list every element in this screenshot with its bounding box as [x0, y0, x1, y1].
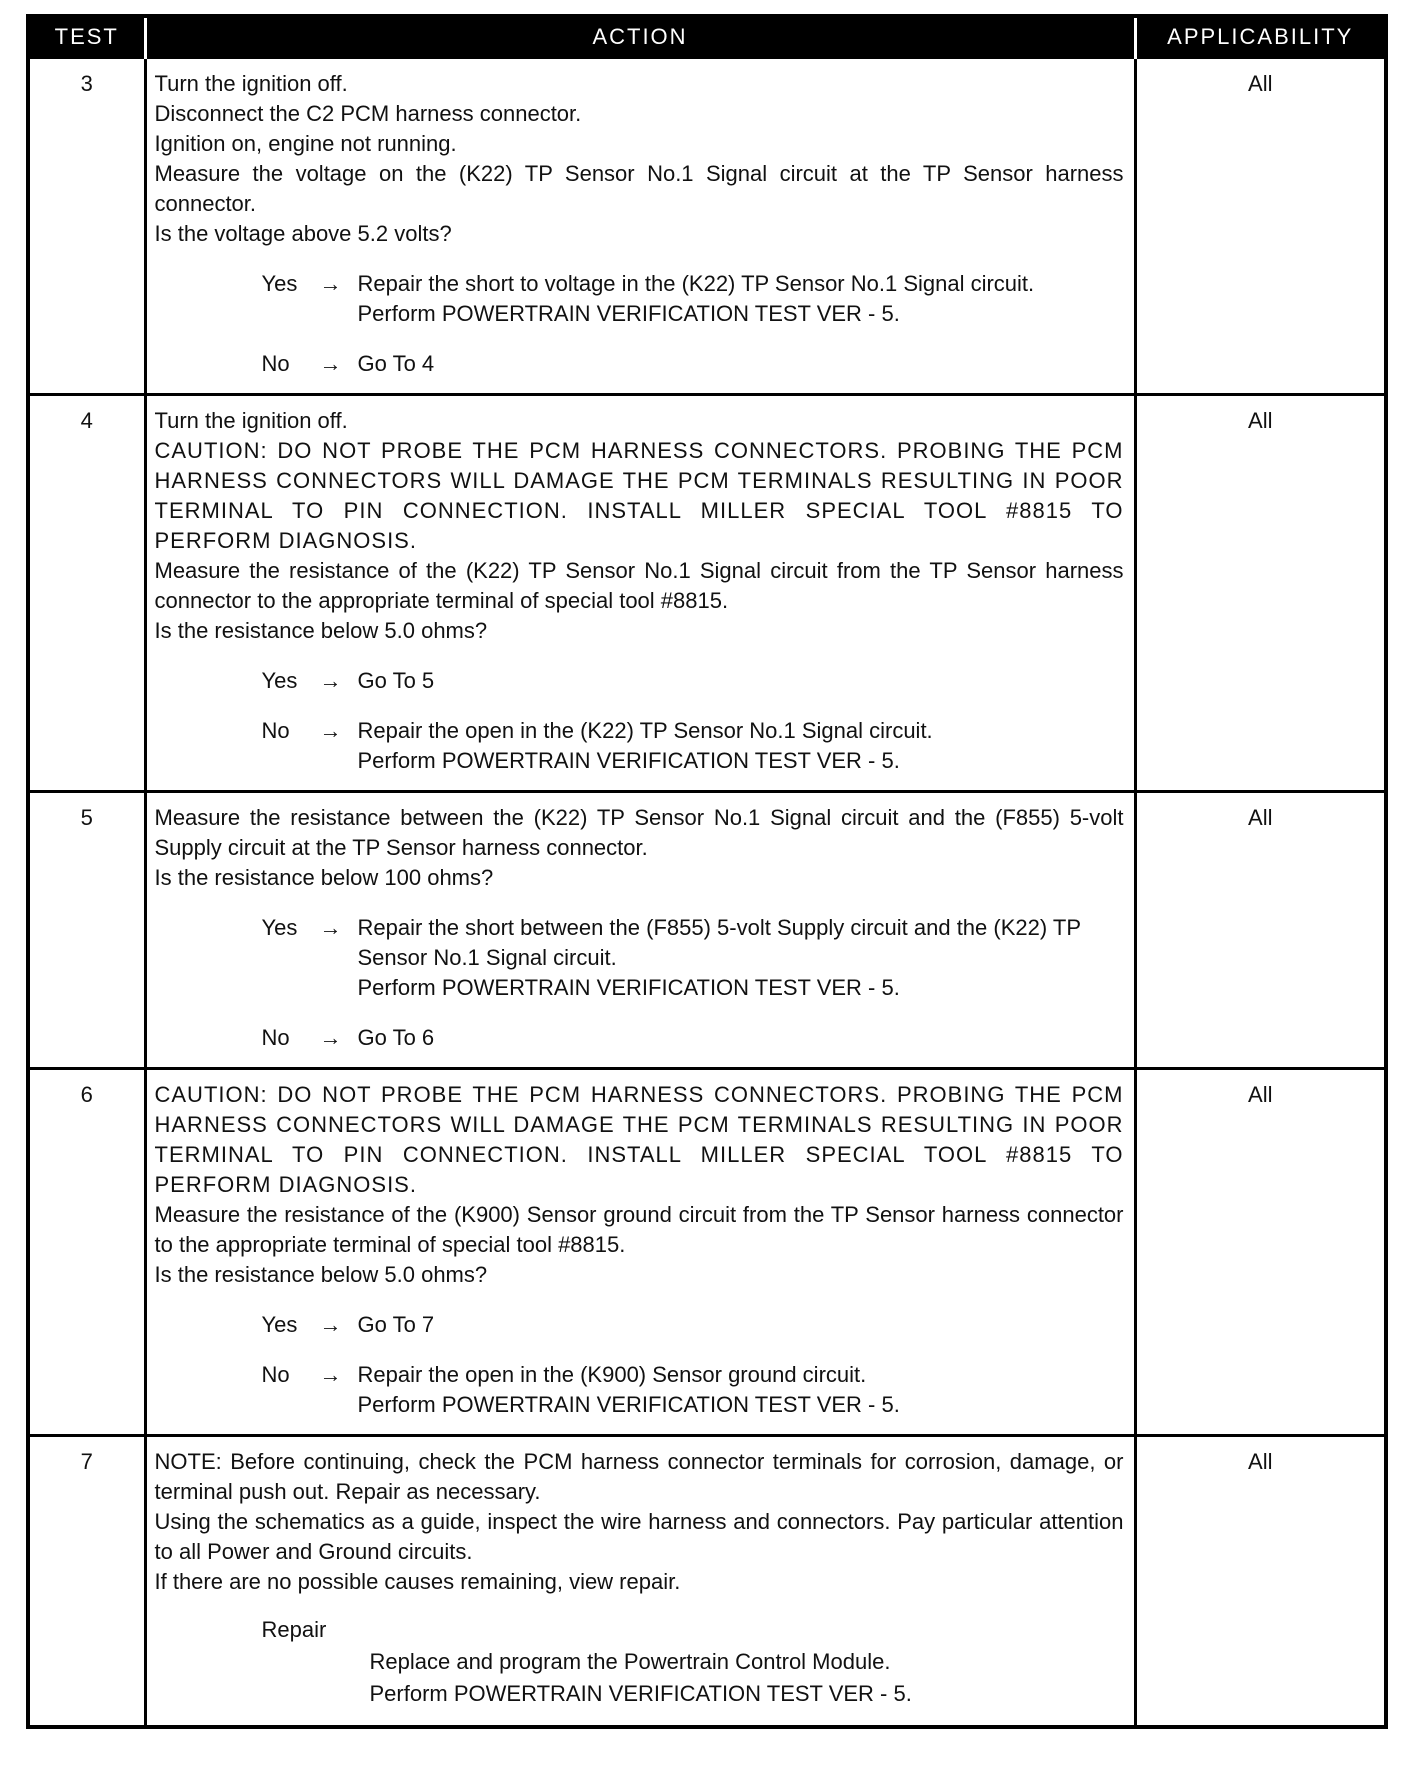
instruction-line: Is the resistance below 5.0 ohms? [154, 618, 488, 643]
instruction-line: Using the schematics as a guide, inspect the wire harness and connectors. Pay particular attention to all Power and Ground circuits. [154, 1509, 1124, 1564]
answer-no [155, 1360, 1124, 1420]
answer-no [155, 1023, 1124, 1053]
answer-no [155, 716, 1124, 776]
result-line: Go To 7 [357, 1312, 435, 1337]
applicability-value: All [1135, 58, 1386, 395]
answer-result [358, 349, 1124, 379]
table-header [28, 16, 1386, 58]
repair-line: Perform POWERTRAIN VERIFICATION TEST VER - 5. [369, 1681, 912, 1706]
result-line: Repair the open in the (K22) TP Sensor No.1 Signal circuit. [357, 718, 933, 743]
answer-label: No [261, 351, 290, 376]
arrow-right-icon: → [319, 351, 342, 376]
answer-result [358, 269, 1124, 329]
result-line: Repair the short between the (F855) 5-volt Supply circuit and the (K22) TP Sensor No.1 Signal circuit. [357, 915, 1081, 970]
result-line: Perform POWERTRAIN VERIFICATION TEST VER - 5. [357, 975, 900, 1000]
instruction-line: Measure the resistance of the (K900) Sensor ground circuit from the TP Sensor harness connector to the appropriate terminal of special tool #8815. [154, 1202, 1124, 1257]
arrow-right-icon: → [319, 271, 342, 296]
result-line: Perform POWERTRAIN VERIFICATION TEST VER - 5. [357, 748, 900, 773]
arrow-right-icon: → [319, 1312, 342, 1337]
instruction-line: Disconnect the C2 PCM harness connector. [154, 101, 582, 126]
answer-result [358, 1023, 1124, 1053]
table-row [28, 1069, 1386, 1436]
instruction-line: Is the voltage above 5.2 volts? [154, 221, 452, 246]
result-line: Go To 4 [357, 351, 435, 376]
action-cell [145, 1436, 1135, 1728]
action-instructions [155, 69, 1124, 249]
instruction-line: Is the resistance below 5.0 ohms? [154, 1262, 488, 1287]
arrow-right-icon: → [319, 915, 342, 940]
table-row [28, 1436, 1386, 1728]
header-applicability: APPLICABILITY [1135, 16, 1386, 58]
answer-label: Yes [261, 915, 298, 940]
action-instructions [155, 1080, 1124, 1290]
result-line: Go To 5 [357, 668, 435, 693]
answer-yes [155, 666, 1124, 696]
action-instructions [155, 1447, 1124, 1597]
instruction-line: Turn the ignition off. [154, 71, 348, 96]
applicability-value: All [1135, 1436, 1386, 1728]
table-body [28, 58, 1386, 1728]
arrow-right-icon: → [319, 718, 342, 743]
answer-label: No [261, 1362, 290, 1387]
table-row [28, 792, 1386, 1069]
header-test: TEST [28, 16, 145, 58]
answer-label: No [261, 718, 290, 743]
applicability-value: All [1135, 792, 1386, 1069]
instruction-line: Measure the resistance between the (K22) TP Sensor No.1 Signal circuit and the (F855) 5-volt Supply circuit at the TP Sensor harness connector. [154, 805, 1124, 860]
instruction-line: Measure the voltage on the (K22) TP Sensor No.1 Signal circuit at the TP Sensor harness connector. [154, 161, 1124, 216]
action-cell [145, 1069, 1135, 1436]
caution-text: CAUTION: DO NOT PROBE THE PCM HARNESS CONNECTORS. PROBING THE PCM HARNESS CONNECTORS WILL DAMAGE THE PCM TERMINALS RESULTING IN POOR TERMINAL TO PIN CONNECTION. INSTALL MILLER SPECIAL TOOL #8815 TO PERFORM DIAGNOSIS. [154, 1082, 1124, 1197]
answer-label: No [261, 1025, 290, 1050]
result-line: Repair the open in the (K900) Sensor ground circuit. [357, 1362, 867, 1387]
action-cell [145, 58, 1135, 395]
answer-label: Yes [261, 668, 298, 693]
applicability-value: All [1135, 395, 1386, 792]
instruction-line: Is the resistance below 100 ohms? [154, 865, 494, 890]
repair-block [155, 1615, 1124, 1709]
action-instructions [155, 406, 1124, 646]
action-instructions [155, 803, 1124, 893]
answer-yes [155, 1310, 1124, 1340]
diagnostic-table-sheet [26, 14, 1384, 1729]
action-cell [145, 792, 1135, 1069]
diagnostic-test-table [26, 14, 1388, 1729]
result-line: Go To 6 [357, 1025, 435, 1050]
instruction-line: Measure the resistance of the (K22) TP Sensor No.1 Signal circuit from the TP Sensor harness connector to the appropriate terminal of special tool #8815. [154, 558, 1124, 613]
instruction-line: NOTE: Before continuing, check the PCM harness connector terminals for corrosion, damage, or terminal push out. Repair as necessary. [154, 1449, 1124, 1504]
repair-label: Repair [261, 1617, 327, 1642]
answer-no [155, 349, 1124, 379]
answer-yes [155, 913, 1124, 1003]
test-number: 4 [28, 395, 145, 792]
instruction-line: Turn the ignition off. [154, 408, 348, 433]
result-line: Repair the short to voltage in the (K22) TP Sensor No.1 Signal circuit. [357, 271, 1035, 296]
result-line: Perform POWERTRAIN VERIFICATION TEST VER - 5. [357, 301, 900, 326]
answer-result [358, 666, 1124, 696]
repair-text [262, 1645, 1124, 1709]
caution-text: CAUTION: DO NOT PROBE THE PCM HARNESS CONNECTORS. PROBING THE PCM HARNESS CONNECTORS WILL DAMAGE THE PCM TERMINALS RESULTING IN POOR TERMINAL TO PIN CONNECTION. INSTALL MILLER SPECIAL TOOL #8815 TO PERFORM DIAGNOSIS. [154, 438, 1124, 553]
header-action: ACTION [145, 16, 1135, 58]
answer-result [358, 913, 1124, 1003]
test-number: 3 [28, 58, 145, 395]
table-row [28, 58, 1386, 395]
answer-label: Yes [261, 271, 298, 296]
answer-result [358, 716, 1124, 776]
answer-label: Yes [261, 1312, 298, 1337]
arrow-right-icon: → [319, 1025, 342, 1050]
applicability-value: All [1135, 1069, 1386, 1436]
answer-result [358, 1360, 1124, 1420]
arrow-right-icon: → [319, 668, 342, 693]
test-number: 5 [28, 792, 145, 1069]
instruction-line: Ignition on, engine not running. [154, 131, 457, 156]
repair-line: Replace and program the Powertrain Control Module. [369, 1649, 891, 1674]
answer-result [358, 1310, 1124, 1340]
table-row [28, 395, 1386, 792]
action-cell [145, 395, 1135, 792]
answer-yes [155, 269, 1124, 329]
instruction-line: If there are no possible causes remaining, view repair. [154, 1569, 681, 1594]
test-number: 6 [28, 1069, 145, 1436]
result-line: Perform POWERTRAIN VERIFICATION TEST VER - 5. [357, 1392, 900, 1417]
arrow-right-icon: → [319, 1362, 342, 1387]
test-number: 7 [28, 1436, 145, 1728]
